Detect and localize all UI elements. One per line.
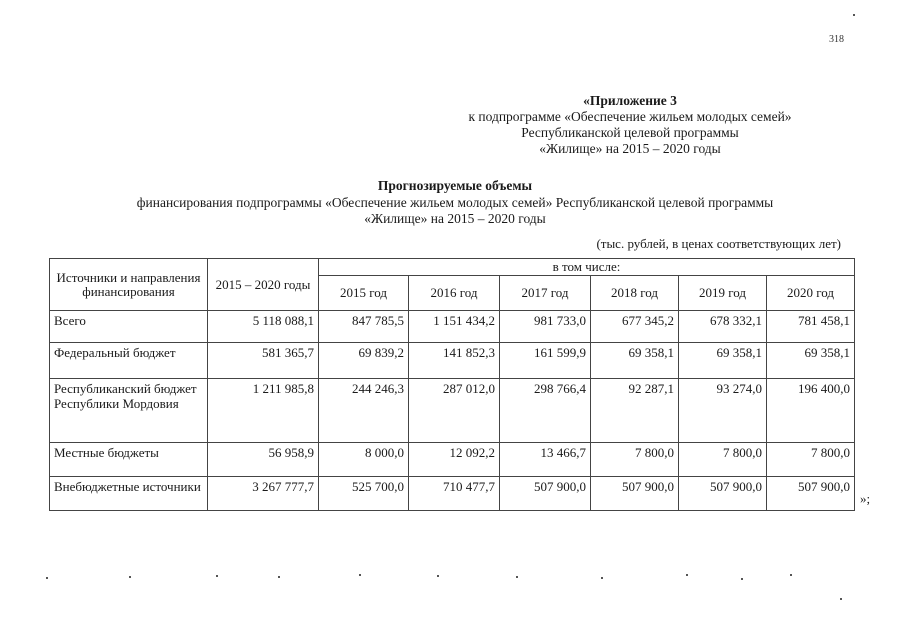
row-value: 710 477,7 bbox=[409, 477, 500, 511]
row-value: 507 900,0 bbox=[500, 477, 591, 511]
row-value: 507 900,0 bbox=[679, 477, 767, 511]
table-row bbox=[50, 343, 855, 379]
scan-speck bbox=[686, 574, 688, 576]
header-year: 2018 год bbox=[591, 276, 679, 311]
row-source: Внебюджетные источники bbox=[50, 477, 208, 511]
title-line: финансирования подпрограммы «Обеспечение жильем молодых семей» Республиканской целевой программы bbox=[136, 194, 774, 210]
row-total: 56 958,9 bbox=[208, 443, 319, 477]
row-value: 69 358,1 bbox=[679, 343, 767, 379]
scan-speck bbox=[741, 578, 743, 580]
row-value: 92 287,1 bbox=[591, 379, 679, 443]
row-source: Местные бюджеты bbox=[50, 443, 208, 477]
scan-speck bbox=[278, 576, 280, 578]
row-value: 69 358,1 bbox=[767, 343, 855, 379]
page-number: 318 bbox=[829, 34, 844, 45]
header-year: 2016 год bbox=[409, 276, 500, 311]
row-value: 678 332,1 bbox=[679, 311, 767, 343]
row-value: 69 839,2 bbox=[319, 343, 409, 379]
scan-speck bbox=[46, 577, 48, 579]
header-year: 2017 год bbox=[500, 276, 591, 311]
header-total: 2015 – 2020 годы bbox=[208, 259, 319, 311]
row-total: 1 211 985,8 bbox=[208, 379, 319, 443]
header-source: Источники и направления финансирования bbox=[50, 259, 208, 311]
appendix-subtitle-line: Республиканской целевой программы bbox=[521, 125, 739, 140]
table-row bbox=[50, 443, 855, 477]
table-row bbox=[50, 311, 855, 343]
row-source: Всего bbox=[50, 311, 208, 343]
row-value: 7 800,0 bbox=[591, 443, 679, 477]
closing-quote: »; bbox=[860, 491, 871, 506]
header-row bbox=[50, 259, 855, 276]
scan-speck bbox=[790, 574, 792, 576]
appendix-title: «Приложение 3 bbox=[583, 93, 677, 108]
header-year: 2015 год bbox=[319, 276, 409, 311]
row-value: 8 000,0 bbox=[319, 443, 409, 477]
row-value: 287 012,0 bbox=[409, 379, 500, 443]
row-value: 12 092,2 bbox=[409, 443, 500, 477]
scan-speck bbox=[129, 576, 131, 578]
row-total: 5 118 088,1 bbox=[208, 311, 319, 343]
scan-speck bbox=[437, 575, 439, 577]
row-value: 781 458,1 bbox=[767, 311, 855, 343]
appendix-header bbox=[420, 93, 840, 157]
row-value: 161 599,9 bbox=[500, 343, 591, 379]
appendix-subtitle-line: «Жилище» на 2015 – 2020 годы bbox=[539, 141, 721, 156]
scan-speck bbox=[216, 575, 218, 577]
row-value: 847 785,5 bbox=[319, 311, 409, 343]
title-heading: Прогнозируемые объемы bbox=[377, 178, 533, 193]
financing-table bbox=[49, 258, 855, 511]
scan-speck bbox=[840, 598, 842, 600]
row-value: 507 900,0 bbox=[767, 477, 855, 511]
row-value: 244 246,3 bbox=[319, 379, 409, 443]
header-year: 2020 год bbox=[767, 276, 855, 311]
row-value: 677 345,2 bbox=[591, 311, 679, 343]
scan-speck bbox=[516, 576, 518, 578]
row-value: 7 800,0 bbox=[679, 443, 767, 477]
appendix-subtitle-line: к подпрограмме «Обеспечение жильем молодых семей» bbox=[468, 109, 792, 124]
row-value: 981 733,0 bbox=[500, 311, 591, 343]
header-including: в том числе: bbox=[319, 259, 855, 276]
row-value: 93 274,0 bbox=[679, 379, 767, 443]
row-total: 581 365,7 bbox=[208, 343, 319, 379]
header-year: 2019 год bbox=[679, 276, 767, 311]
row-value: 13 466,7 bbox=[500, 443, 591, 477]
row-source: Республиканский бюджет Республики Мордовия bbox=[50, 379, 208, 443]
table-row bbox=[50, 379, 855, 443]
row-value: 298 766,4 bbox=[500, 379, 591, 443]
scan-speck bbox=[853, 14, 855, 16]
document-title bbox=[60, 178, 850, 228]
units-note: (тыс. рублей, в ценах соответствующих лет) bbox=[596, 236, 841, 251]
title-line: «Жилище» на 2015 – 2020 годы bbox=[364, 211, 546, 226]
row-source: Федеральный бюджет bbox=[50, 343, 208, 379]
row-total: 3 267 777,7 bbox=[208, 477, 319, 511]
scan-speck bbox=[601, 577, 603, 579]
row-value: 196 400,0 bbox=[767, 379, 855, 443]
row-value: 1 151 434,2 bbox=[409, 311, 500, 343]
table-row bbox=[50, 477, 855, 511]
row-value: 507 900,0 bbox=[591, 477, 679, 511]
row-value: 141 852,3 bbox=[409, 343, 500, 379]
scan-speck bbox=[359, 574, 361, 576]
row-value: 69 358,1 bbox=[591, 343, 679, 379]
row-value: 525 700,0 bbox=[319, 477, 409, 511]
row-value: 7 800,0 bbox=[767, 443, 855, 477]
